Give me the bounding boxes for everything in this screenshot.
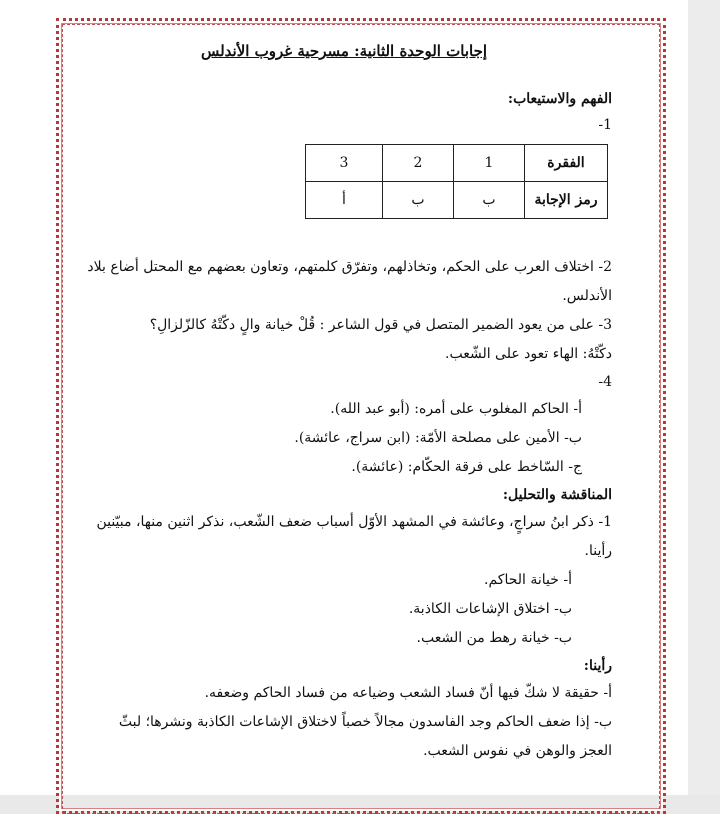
document-title: إجابات الوحدة الثانية: مسرحية غروب الأندلس [200, 42, 488, 60]
section-heading-comprehension: الفهم والاستيعاب: [507, 91, 612, 107]
discussion-1-line-1: 1- ذكر ابنُ سراجٍ، وعائشة في المشهد الأوّل أسباب ضعف الشّعب، نذكر اثنين منها، مبيّنين [96, 514, 612, 530]
table-cell: 2 [383, 145, 454, 182]
viewer-margin [688, 0, 720, 795]
table-row [306, 145, 608, 182]
opinion-b-line-2: العجز والوهن في نفوس الشعب. [423, 743, 612, 759]
list-item: ب- خيانة رهط من الشعب. [416, 630, 572, 646]
table-cell: 3 [306, 145, 383, 182]
table-header-cell: الفقرة [525, 145, 608, 182]
table-cell: أ [306, 182, 383, 219]
table-cell: 1 [454, 145, 525, 182]
list-item: ج- السّاخط على فرقة الحكّام: (عائشة). [351, 459, 582, 475]
answer-table [305, 144, 608, 219]
opinion-heading: رأينا: [583, 658, 612, 674]
list-item: ب- الأمين على مصلحة الأمّة: (ابن سراج، عائشة). [294, 430, 582, 446]
list-item: ب- اختلاق الإشاعات الكاذبة. [408, 601, 572, 617]
question-3: 3- على من يعود الضمير المتصل في قول الشاعر : قُلْ خيانة والٍ دكّتْهُ كالزّلزالِ؟ [149, 317, 612, 333]
document-content [76, 36, 612, 766]
discussion-1-line-2: رأينا. [584, 543, 612, 559]
table-row [306, 182, 608, 219]
answer-2-line-1: 2- اختلاف العرب على الحكم، وتخاذلهم، وتفرّق كلمتهم، وتعاون بعضهم مع المحتل أضاع بلاد [87, 259, 612, 275]
opinion-b-line-1: ب- إذا ضعف الحاكم وجد الفاسدون مجالاً خصباً لاختلاق الإشاعات الكاذبة ونشرها؛ لبثّ [118, 714, 612, 730]
section-heading-discussion: المناقشة والتحليل: [502, 487, 612, 503]
question-1-number: 1- [598, 117, 612, 133]
list-item: أ- الحاكم المغلوب على أمره: (أبو عبد الله). [330, 401, 582, 417]
question-4-number: 4- [598, 374, 612, 390]
table-header-cell: رمز الإجابة [525, 182, 608, 219]
answer-3: دكّتْهُ: الهاء تعود على الشّعب. [445, 346, 612, 362]
table-cell: ب [383, 182, 454, 219]
table-cell: ب [454, 182, 525, 219]
list-item: أ- خيانة الحاكم. [484, 572, 572, 588]
answer-2-line-2: الأندلس. [562, 288, 612, 304]
opinion-a: أ- حقيقة لا شكّ فيها أنّ فساد الشعب وضياعه من فساد الحاكم وضعفه. [204, 685, 612, 701]
